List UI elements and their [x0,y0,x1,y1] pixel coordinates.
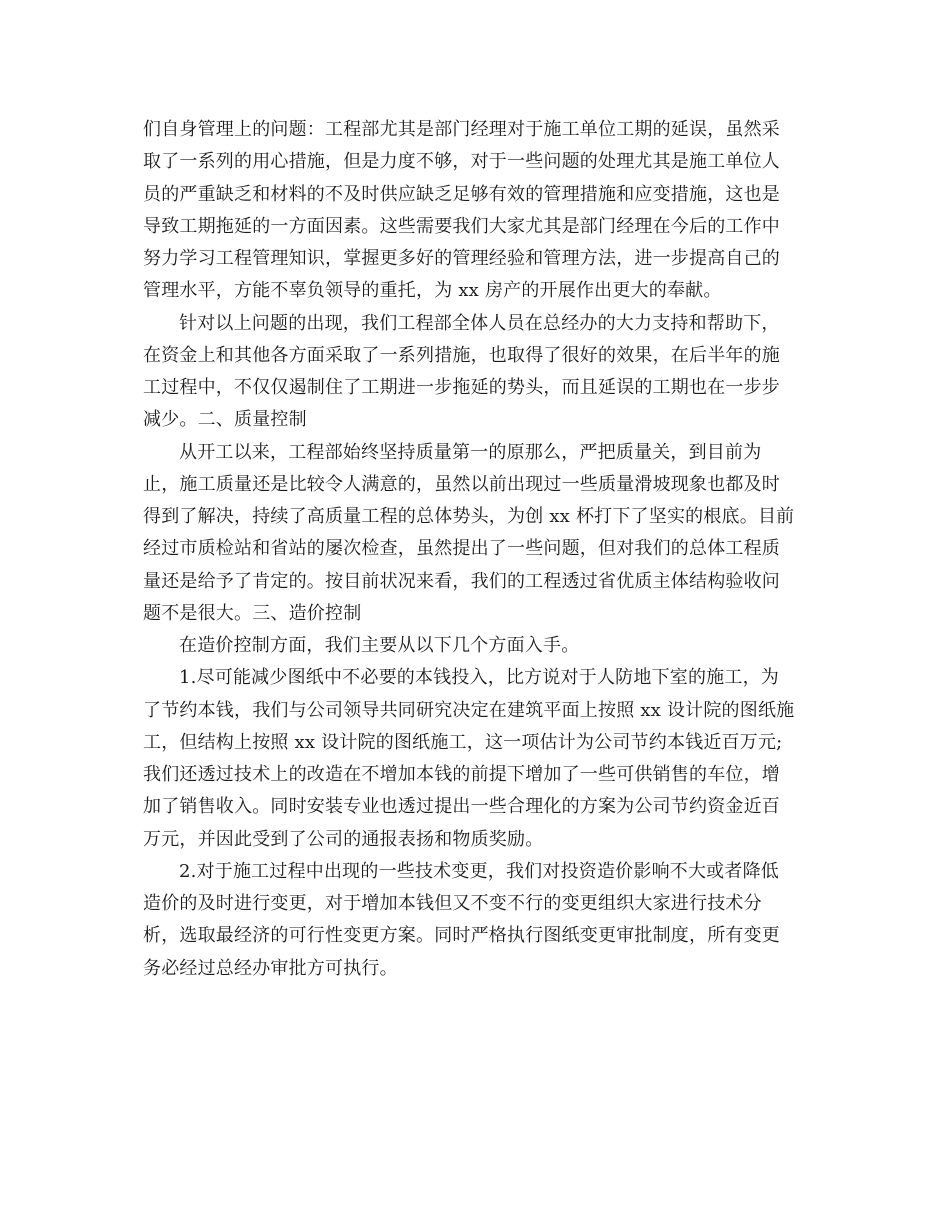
text-line: 析，选取最经济的可行性变更方案。同时严格执行图纸变更审批制度，所有变更 [143,925,780,947]
text-line: 取了一系列的用心措施，但是力度不够，对于一些问题的处理尤其是施工单位人 [143,151,780,173]
text-line: 工过程中，不仅仅遏制住了工期进一步拖延的势头，而且延误的工期也在一步步 [143,377,780,398]
text-line: 减少。二、质量控制 [143,409,307,431]
text-line: 针对以上问题的出现，我们工程部全体人员在总经办的大力支持和帮助下， [179,312,780,334]
text-line: 经过市质检站和省站的屡次检查，虽然提出了一些问题，但对我们的总体工程质 [143,538,780,560]
text-line: 们自身管理上的问题：工程部尤其是部门经理对于施工单位工期的延误，虽然采 [143,119,780,140]
text-line: 万元，并因此受到了公司的通报表扬和物质奖励。 [143,828,544,850]
text-line: 在造价控制方面，我们主要从以下几个方面入手。 [179,635,580,656]
text-line: 题不是很大。三、造价控制 [143,602,362,624]
text-line: 加了销售收入。同时安装专业也透过提出一些合理化的方案为公司节约资金近百 [143,796,780,818]
text-line: 得到了解决，持续了高质量工程的总体势头，为创 xx 杯打下了坚实的根底。目前 [143,506,795,527]
text-line: 了节约本钱，我们与公司领导共同研究决定在建筑平面上按照 xx 设计院的图纸施 [143,699,795,721]
text-line: 量还是给予了肯定的。按目前状况来看，我们的工程透过省优质主体结构验收问 [143,570,780,592]
text-line: 1.尽可能减少图纸中不必要的本钱投入，比方说对于人防地下室的施工，为 [179,667,779,689]
text-line: 务必经过总经办审批方可执行。 [143,957,398,979]
text-line: 2.对于施工过程中出现的一些技术变更，我们对投资造价影响不大或者降低 [179,860,779,882]
text-line: 我们还透过技术上的改造在不增加本钱的前提下增加了一些可供销售的车位，增 [143,764,780,785]
text-line: 造价的及时进行变更，对于增加本钱但又不变不行的变更组织大家进行技术分 [143,893,762,914]
text-line: 努力学习工程管理知识，掌握更多好的管理经验和管理方法，进一步提高自己的 [143,248,780,269]
text-line: 从开工以来，工程部始终坚持质量第一的原那么，严把质量关，到目前为 [179,441,762,463]
text-line: 在资金上和其他各方面采取了一系列措施，也取得了很好的效果，在后半年的施 [143,344,780,366]
text-line: 员的严重缺乏和材料的不及时供应缺乏足够有效的管理措施和应变措施，这也是 [143,183,780,205]
document-body [143,114,803,985]
text-line: 工，但结构上按照 xx 设计院的图纸施工，这一项估计为公司节约本钱近百万元; [143,731,783,753]
text-line: 止，施工质量还是比较令人满意的，虽然以前出现过一些质量滑坡现象也都及时 [143,473,780,495]
text-line: 导致工期拖延的一方面因素。这些需要我们大家尤其是部门经理在今后的工作中 [143,215,780,237]
text-line: 管理水平，方能不辜负领导的重托，为 xx 房产的开展作出更大的奉献。 [143,280,722,302]
